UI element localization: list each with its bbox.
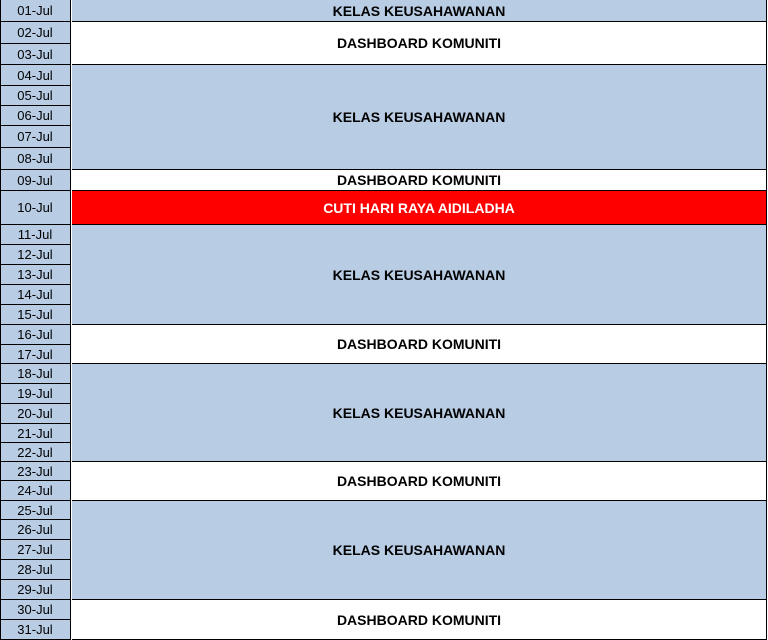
activity-cell-cuti[interactable]: CUTI HARI RAYA AIDILADHA xyxy=(72,191,767,225)
date-cell[interactable]: 22-Jul xyxy=(0,443,71,462)
date-cell[interactable]: 02-Jul xyxy=(0,22,71,44)
date-cell[interactable]: 28-Jul xyxy=(0,560,71,580)
date-cell[interactable]: 24-Jul xyxy=(0,481,71,501)
date-cell[interactable]: 14-Jul xyxy=(0,285,71,305)
activity-cell-dash[interactable]: DASHBOARD KOMUNITI xyxy=(72,462,767,501)
date-cell[interactable]: 23-Jul xyxy=(0,462,71,481)
date-cell[interactable]: 20-Jul xyxy=(0,404,71,424)
date-cell[interactable]: 16-Jul xyxy=(0,325,71,345)
date-cell[interactable]: 15-Jul xyxy=(0,305,71,325)
date-cell[interactable]: 06-Jul xyxy=(0,106,71,126)
date-cell[interactable]: 18-Jul xyxy=(0,364,71,384)
date-cell[interactable]: 29-Jul xyxy=(0,580,71,600)
date-cell[interactable]: 05-Jul xyxy=(0,86,71,106)
date-cell[interactable]: 13-Jul xyxy=(0,265,71,285)
activity-cell-dash[interactable]: DASHBOARD KOMUNITI xyxy=(72,22,767,65)
date-cell[interactable]: 01-Jul xyxy=(0,0,71,22)
date-cell[interactable]: 25-Jul xyxy=(0,501,71,520)
date-cell[interactable]: 04-Jul xyxy=(0,65,71,86)
date-cell[interactable]: 27-Jul xyxy=(0,540,71,560)
date-cell[interactable]: 30-Jul xyxy=(0,600,71,620)
date-cell[interactable]: 17-Jul xyxy=(0,345,71,364)
activity-cell-kelas[interactable]: KELAS KEUSAHAWANAN xyxy=(72,225,767,325)
date-cell[interactable]: 10-Jul xyxy=(0,191,71,225)
activity-cell-kelas[interactable]: KELAS KEUSAHAWANAN xyxy=(72,0,767,22)
date-cell[interactable]: 31-Jul xyxy=(0,620,71,640)
date-cell[interactable]: 26-Jul xyxy=(0,520,71,540)
sheet-left-border xyxy=(0,0,1,640)
activity-cell-dash[interactable]: DASHBOARD KOMUNITI xyxy=(72,600,767,640)
activity-cell-kelas[interactable]: KELAS KEUSAHAWANAN xyxy=(72,65,767,170)
date-cell[interactable]: 09-Jul xyxy=(0,170,71,191)
activity-cell-kelas[interactable]: KELAS KEUSAHAWANAN xyxy=(72,501,767,600)
activity-cell-dash[interactable]: DASHBOARD KOMUNITI xyxy=(72,325,767,364)
date-cell[interactable]: 08-Jul xyxy=(0,148,71,170)
date-cell[interactable]: 03-Jul xyxy=(0,44,71,65)
activity-cell-dash[interactable]: DASHBOARD KOMUNITI xyxy=(72,170,767,191)
date-cell[interactable]: 19-Jul xyxy=(0,384,71,404)
date-cell[interactable]: 12-Jul xyxy=(0,245,71,265)
date-cell[interactable]: 11-Jul xyxy=(0,225,71,245)
date-cell[interactable]: 07-Jul xyxy=(0,126,71,148)
date-column xyxy=(0,0,72,640)
date-cell[interactable]: 21-Jul xyxy=(0,424,71,443)
activity-column xyxy=(72,0,768,640)
activity-cell-kelas[interactable]: KELAS KEUSAHAWANAN xyxy=(72,364,767,462)
